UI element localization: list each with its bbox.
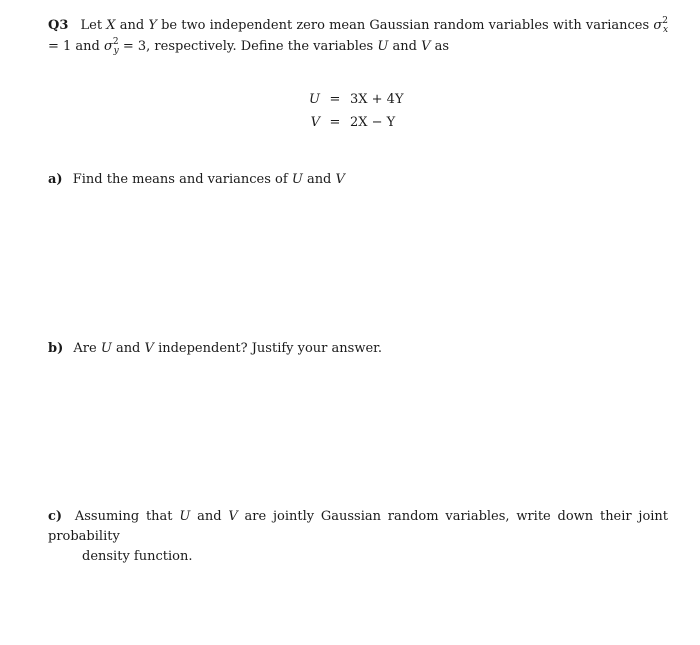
part-c-label: c) — [48, 509, 63, 524]
part-c-text-3: density function. — [82, 549, 193, 564]
intro-text-2: be two independent zero mean Gaussian random variables with variances — [161, 18, 650, 33]
var-y: Y — [148, 18, 157, 33]
part-b-text-1: Are — [73, 341, 97, 356]
sigma-x-superscript: 2 — [662, 16, 668, 26]
question-number: Q3 — [48, 18, 69, 33]
equation-lhs: V — [310, 115, 320, 130]
equation-block — [300, 88, 450, 134]
part-c-line-1 — [48, 507, 668, 547]
part-a-var-u: U — [291, 172, 303, 187]
sigma-y-value: = 3, respectively. Define the variables — [122, 39, 374, 54]
part-b-var-u: U — [100, 341, 112, 356]
equation-row-u — [300, 88, 450, 111]
part-a-and: and — [306, 172, 332, 187]
part-a-var-v: V — [335, 172, 345, 187]
part-b-label: b) — [48, 341, 64, 356]
part-b-text-2: independent? Justify your answer. — [158, 341, 383, 356]
sigma-y-symbol: σ — [104, 39, 113, 54]
equation-rhs: 3X + 4Y — [350, 92, 404, 107]
sigma-y-subscript: y — [113, 46, 119, 56]
part-b-var-v: V — [144, 341, 154, 356]
var-x: X — [106, 18, 116, 33]
sigma-x-subscript: x — [662, 25, 669, 35]
equation-row-v — [300, 111, 450, 134]
sigma-y-superscript: 2 — [112, 37, 119, 47]
equation-sign: = — [329, 92, 341, 107]
part-c-line-2 — [48, 547, 668, 567]
sigma-x-symbol: σ — [653, 18, 663, 33]
sigma-x-value: = 1 and — [48, 39, 100, 54]
part-c-var-u: U — [179, 509, 191, 524]
part-a-text: Find the means and variances of — [72, 172, 288, 187]
part-a-label: a) — [48, 172, 63, 187]
equation-rhs: 2X − Y — [350, 115, 396, 130]
intro-text-1: Let — [80, 18, 103, 33]
part-c-and: and — [197, 509, 222, 524]
part-a — [48, 170, 345, 190]
part-b-and: and — [115, 341, 141, 356]
intro-and-1: and — [119, 18, 145, 33]
part-b — [48, 339, 382, 359]
var-u: U — [377, 39, 389, 54]
part-c-text-1: Assuming that — [74, 509, 173, 524]
equation-sign: = — [329, 115, 341, 130]
part-c-var-v: V — [228, 509, 238, 524]
question-intro — [48, 16, 668, 58]
part-c-text-2: are jointly Gaussian random variables, write down their joint probability — [48, 509, 669, 544]
var-v: V — [421, 39, 431, 54]
part-c — [48, 507, 668, 567]
intro-text-3: as — [434, 39, 450, 54]
equation-lhs: U — [309, 92, 320, 107]
intro-and-2: and — [392, 39, 417, 54]
